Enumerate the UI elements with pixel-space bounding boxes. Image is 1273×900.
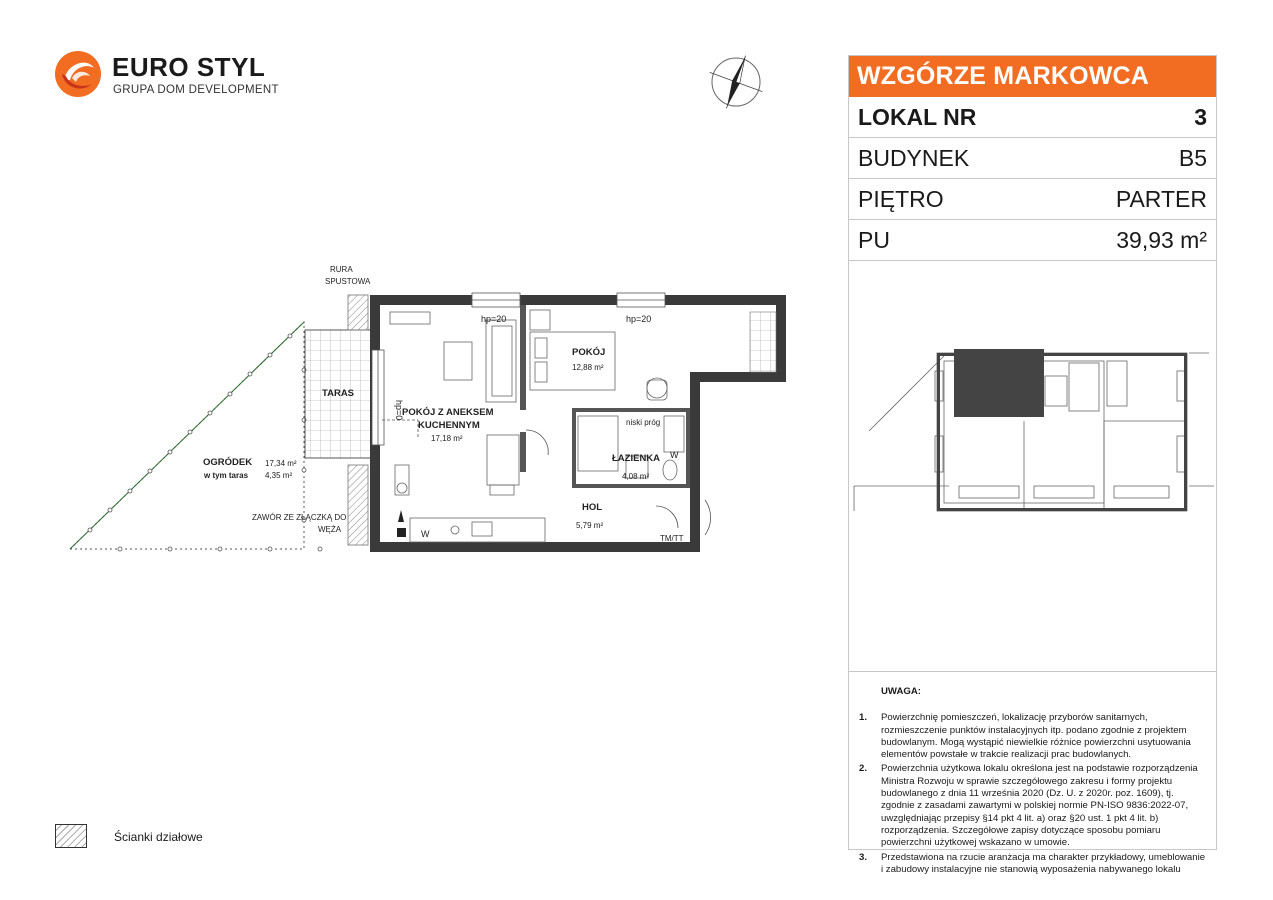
- info-label: PIĘTRO: [858, 185, 944, 212]
- room-hol-area: 5,79 m²: [576, 521, 604, 530]
- note-item: 1. Powierzchnię pomieszczeń, lokalizację przyborów sanitarnych, rozmieszczenie punktów instalacyjnych itp. podano zgodnie z projektem budowlanym. Mogą wystąpić niewielkie różnice powierzchni usytuowania elementów powstałe w trakcie realizacji prac budowlanych.: [859, 712, 1191, 761]
- room-pokoj-area: 12,88 m²: [572, 363, 604, 372]
- brand-name: EURO STYL: [112, 52, 266, 82]
- brand-subtitle: GRUPA DOM DEVELOPMENT: [113, 84, 279, 96]
- info-row-lokal: [849, 97, 1216, 138]
- room-salon-area: 17,18 m²: [431, 434, 463, 443]
- water-label-1: W: [421, 529, 430, 539]
- room-salon-name-2: KUCHENNYM: [418, 420, 480, 431]
- tmtt-label: TM/TT: [660, 534, 684, 543]
- info-panel: [848, 55, 1217, 875]
- low-threshold-label: niski próg: [626, 418, 661, 427]
- brand-logo: [54, 50, 284, 102]
- room-ogrodek-name: OGRÓDEK: [203, 457, 253, 468]
- info-value: 3: [1194, 103, 1207, 130]
- room-ogrodek-sub: w tym taras: [204, 471, 249, 480]
- threshold-label-0: hp=0: [394, 400, 404, 421]
- notes: [859, 686, 1209, 878]
- threshold-label-1: hp=20: [481, 314, 507, 324]
- partition-walls-swatch-icon: [55, 824, 87, 848]
- info-label: BUDYNEK: [858, 144, 970, 171]
- valve-label: ZAWÓR ZE ZŁĄCZKĄ DO: [252, 513, 347, 522]
- water-label-2: W: [670, 450, 679, 460]
- room-taras-name: TARAS: [322, 388, 355, 399]
- info-row-budynek: [849, 138, 1216, 179]
- pipe-label: RURA: [330, 265, 353, 274]
- project-title: WZGÓRZE MARKOWCA: [849, 56, 1216, 97]
- room-ogrodek-area-2: 4,35 m²: [265, 471, 293, 480]
- room-ogrodek-area: 17,34 m²: [265, 459, 297, 468]
- apartment-floor-plan: [60, 260, 800, 570]
- room-pokoj-name: POKÓJ: [572, 347, 606, 358]
- threshold-label-2: hp=20: [626, 314, 652, 324]
- building-key-plan: [849, 261, 1216, 672]
- info-row-pietro: [849, 179, 1216, 220]
- note-item: 3. Przedstawiona na rzucie aranżacja ma charakter przykładowy, umeblowanie i zabudowy instalacyjne nie stanowią wyposażenia nabywanego lokalu: [859, 851, 1206, 875]
- pipe-label-2: SPUSTOWA: [325, 277, 371, 286]
- info-value: B5: [1178, 144, 1207, 171]
- room-lazienka-area: 4,08 m²: [622, 472, 650, 481]
- info-value: PARTER: [1115, 185, 1207, 212]
- north-arrow-icon: [706, 50, 766, 110]
- room-hol-name: HOL: [582, 502, 603, 513]
- valve-label-2: WĘŻA: [318, 525, 342, 534]
- room-salon-name: POKÓJ Z ANEKSEM: [402, 407, 494, 418]
- legend-label: Ścianki działowe: [114, 830, 203, 844]
- info-label: PU: [858, 226, 890, 253]
- info-value: 39,93 m²: [1116, 226, 1207, 253]
- note-item: 2. Powierzchnia użytkowa lokalu określona jest na podstawie rozporządzenia Ministra Rozwoju w sprawie szczegółowego zakresu i formy projektu budowlanego z dnia 11 września 2020 (Dz. U. z 2020r. poz. 1609), tj. zgodnie z zasadami zawartymi w polskiej normie PN-ISO 9836:2022-07, uwzględniając przepisy §14 pkt 4 lit. a) oraz §20 ust. 1 pkt 4 lit. b) rozporządzenia. Szczegółowe zapisy dotyczące sposobu pomiaru powierzchni użytkowej wskazano w umowie.: [859, 763, 1198, 849]
- room-lazienka-name: ŁAZIENKA: [612, 453, 661, 464]
- unit-highlight: [954, 349, 1044, 417]
- info-label: LOKAL NR: [858, 103, 977, 130]
- info-row-pu: [849, 220, 1216, 261]
- notes-title: UWAGA:: [881, 686, 921, 697]
- euro-styl-logo-icon: [54, 50, 102, 98]
